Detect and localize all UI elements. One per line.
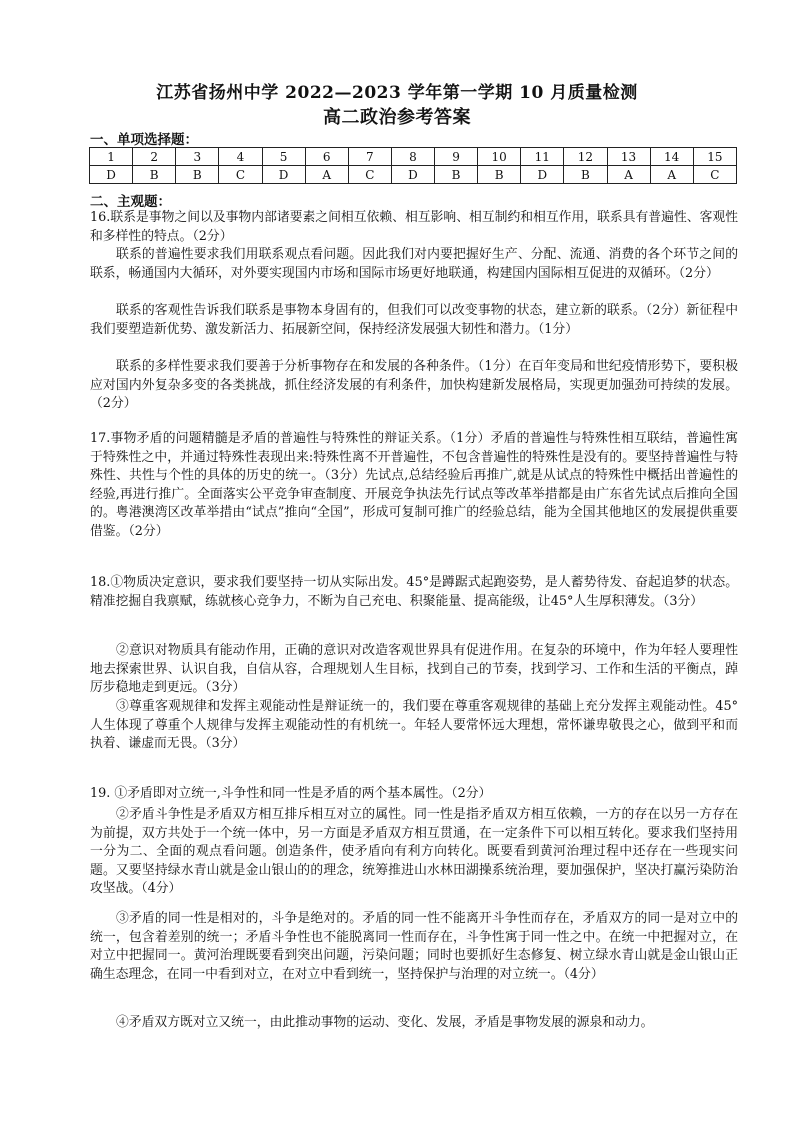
answer-table	[89, 147, 737, 184]
section-heading-multiple-choice: 一、单项选择题：	[90, 132, 198, 148]
question-number-cell: 4	[219, 148, 262, 166]
question-number-row	[90, 148, 737, 166]
answer-cell: B	[564, 166, 607, 184]
question-number-cell: 12	[564, 148, 607, 166]
answer-cell: C	[219, 166, 262, 184]
question-number-cell: 14	[650, 148, 693, 166]
question-number-cell: 3	[176, 148, 219, 166]
q16-paragraph-1: 16.联系是事物之间以及事物内部诸要素之间相互依赖、相互影响、相互制约和相互作用，联系具有普遍性、客观性和多样性的特点。（2分）	[90, 210, 738, 244]
answer-cell: A	[607, 166, 650, 184]
q16-paragraph-3: 联系的客观性告诉我们联系是事物本身固有的，但我们可以改变事物的状态，建立新的联系。（2分）新征程中我们要塑造新优势、激发新活力、拓展新空间，保持经济发展强大韧性和潜力。（1分）	[90, 303, 738, 337]
q19-paragraph-3: ③矛盾的同一性是相对的，斗争是绝对的。矛盾的同一性不能离开斗争性而存在，矛盾双方的同一是对立中的统一，包含着差别的统一；矛盾斗争性也不能脱离同一性而存在，斗争性寓于同一性之中。在统一中把握对立，在对立中把握同一。黄河治理既要看到突出问题，污染问题；同时也要抓好生态修复、树立绿水青山就是金山银山正确生态理念，在同一中看到对立，在对立中看到统一，坚持保护与治理的对立统一。（4分）	[90, 911, 738, 982]
q16-paragraph-2: 联系的普遍性要求我们用联系观点看问题。因此我们对内要把握好生产、分配、流通、消费的各个环节之间的联系，畅通国内大循环，对外要实现国内市场和国际市场更好地联通，构建国内国际相互促进的双循环。（2分）	[90, 247, 738, 281]
question-number-cell: 7	[348, 148, 391, 166]
section-heading-subjective: 二、主观题：	[90, 194, 171, 210]
q19-paragraph-2: ②矛盾斗争性是矛盾双方相互排斥相互对立的属性。同一性是指矛盾双方相互依赖，一方的存在以另一方存在为前提，双方共处于一个统一体中，另一方面是矛盾双方相互贯通，在一定条件下可以相互转化。要求我们坚持用一分为二、全面的观点看问题。创造条件，使矛盾向有利方向转化。既要看到黄河治理过程中还存在一些现实问题。又要坚持绿水青山就是金山银山的的理念，统筹推进山水林田湖操系统治理，要加强保护，坚决打赢污染防治攻坚战。（4分）	[90, 807, 738, 896]
q17-paragraph: 17.事物矛盾的问题精髓是矛盾的普遍性与特殊性的辩证关系。（1分）矛盾的普遍性与特殊性相互联结，普遍性寓于特殊性之中，并通过特殊性表现出来:特殊性离不开普遍性，不包含普遍性的特殊性是没有的。要坚持普遍性与特殊性、共性与个性的具体的历史的统一。（3分）先试点,总结经验后再推广,就是从试点的特殊性中概括出普遍性的经验,再进行推广。全面落实公平竞争审查制度、开展竞争执法先行试点等改革举措都是由广东省先试点后推向全国的。粤港澳湾区改革举措由“试点”推向“全国”，形成可复制可推广的经验总结，能为全国其他地区的发展提供重要借鉴。（2分）	[90, 431, 738, 539]
question-number-cell: 1	[90, 148, 133, 166]
answer-cell: D	[90, 166, 133, 184]
answer-cell: C	[348, 166, 391, 184]
answer-cell: B	[176, 166, 219, 184]
answer-cell: B	[478, 166, 521, 184]
document-subtitle: 高二政治参考答案	[323, 107, 471, 128]
question-number-cell: 13	[607, 148, 650, 166]
question-number-cell: 8	[391, 148, 434, 166]
q18-paragraph-3: ③尊重客观规律和发挥主观能动性是辩证统一的，我们要在尊重客观规律的基础上充分发挥主观能动性。45°人生体现了尊重个人规律与发挥主观能动性的有机统一。年轻人要常怀远大理想，常怀谦卑敬畏之心，做到平和而执着、谦虚而无畏。（3分）	[90, 699, 738, 751]
answer-cell: D	[262, 166, 305, 184]
answer-cell: C	[693, 166, 736, 184]
question-number-cell: 10	[478, 148, 521, 166]
q18-paragraph-2: ②意识对物质具有能动作用，正确的意识对改造客观世界具有促进作用。在复杂的环境中，作为年轻人要理性地去探索世界、认识自我，自信从容，合理规划人生目标，找到自己的节奏，找到学习、工作和生活的平衡点，踔厉步稳地走到更远。（3分）	[90, 643, 738, 695]
document-title: 江苏省扬州中学 2022—2023 学年第一学期 10 月质量检测	[156, 83, 638, 103]
answer-cell: D	[521, 166, 564, 184]
question-number-cell: 6	[305, 148, 348, 166]
answer-cell: A	[650, 166, 693, 184]
q19-paragraph-4: ④矛盾双方既对立又统一，由此推动事物的运动、变化、发展，矛盾是事物发展的源泉和动力。	[116, 1015, 654, 1030]
answer-row	[90, 166, 737, 184]
answer-cell: B	[133, 166, 176, 184]
question-number-cell: 2	[133, 148, 176, 166]
q19-paragraph-1: 19. ①矛盾即对立统一,斗争性和同一性是矛盾的两个基本属性。（2分）	[90, 786, 492, 801]
answer-cell: B	[435, 166, 478, 184]
question-number-cell: 9	[435, 148, 478, 166]
q16-paragraph-4: 联系的多样性要求我们要善于分析事物存在和发展的各种条件。（1分）在百年变局和世纪疫情形势下，要积极应对国内外复杂多变的各类挑战，抓住经济发展的有利条件，加快构建新发展格局，实现更加强劲可持续的发展。（2分）	[90, 359, 738, 411]
question-number-cell: 11	[521, 148, 564, 166]
answer-cell: D	[391, 166, 434, 184]
question-number-cell: 5	[262, 148, 305, 166]
answer-cell: A	[305, 166, 348, 184]
question-number-cell: 15	[693, 148, 736, 166]
q18-paragraph-1: 18.①物质决定意识，要求我们要坚持一切从实际出发。45°是蹲踞式起跑姿势，是人蓄势待发、奋起追梦的状态。精准挖掘自我禀赋，练就核心竞争力，不断为自己充电、积聚能量、提高能级，让45°人生厚积薄发。（3分）	[90, 575, 738, 609]
